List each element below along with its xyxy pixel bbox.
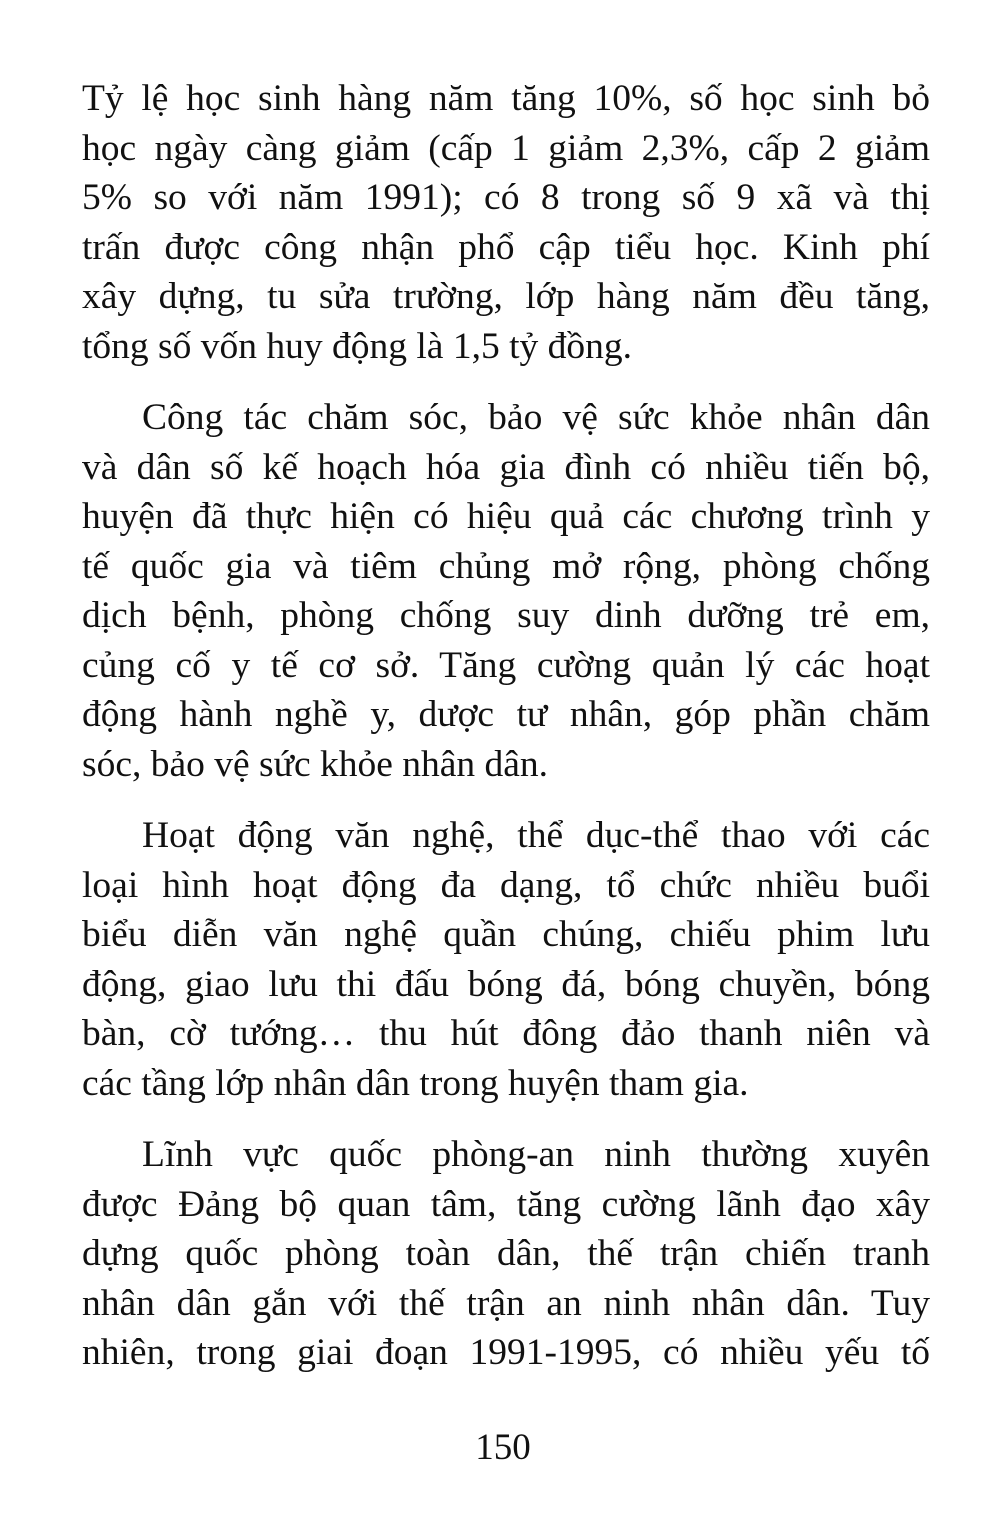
text-line: 5% so với năm 1991); có 8 trong số 9 xã và thị bbox=[82, 177, 930, 218]
text-line: xây dựng, tu sửa trường, lớp hàng năm đều tăng, bbox=[82, 276, 930, 317]
text-line: tổng số vốn huy động là 1,5 tỷ đồng. bbox=[82, 325, 632, 367]
page-body bbox=[82, 74, 930, 1400]
text-line: dịch bệnh, phòng chống suy dinh dưỡng trẻ em, bbox=[82, 595, 930, 636]
text-line: được Đảng bộ quan tâm, tăng cường lãnh đạo xây bbox=[82, 1183, 930, 1225]
text-line: trấn được công nhận phổ cập tiểu học. Kinh phí bbox=[82, 226, 930, 268]
text-line: học ngày càng giảm (cấp 1 giảm 2,3%, cấp 2 giảm bbox=[82, 127, 930, 169]
text-line: Hoạt động văn nghệ, thể dục-thể thao với các bbox=[142, 815, 930, 856]
text-line: nhân dân gắn với thế trận an ninh nhân dân. Tuy bbox=[82, 1282, 930, 1324]
text-line: loại hình hoạt động đa dạng, tổ chức nhiều buổi bbox=[82, 864, 930, 906]
text-line: Tỷ lệ học sinh hàng năm tăng 10%, số học sinh bỏ bbox=[82, 78, 930, 119]
text-line: động, giao lưu thi đấu bóng đá, bóng chuyền, bóng bbox=[82, 963, 930, 1005]
paragraph-defense-security bbox=[82, 1130, 930, 1378]
text-line: và dân số kế hoạch hóa gia đình có nhiều tiến bộ, bbox=[82, 446, 930, 488]
text-line: Lĩnh vực quốc phòng-an ninh thường xuyên bbox=[142, 1134, 930, 1175]
page-number: 150 bbox=[475, 1427, 531, 1468]
text-line: nhiên, trong giai đoạn 1991-1995, có nhiều yếu tố bbox=[82, 1332, 930, 1373]
text-line: dựng quốc phòng toàn dân, thế trận chiến tranh bbox=[82, 1233, 930, 1274]
text-line: bàn, cờ tướng… thu hút đông đảo thanh niên và bbox=[82, 1013, 930, 1054]
text-line: Công tác chăm sóc, bảo vệ sức khỏe nhân dân bbox=[142, 397, 930, 438]
text-line: biểu diễn văn nghệ quần chúng, chiếu phim lưu bbox=[82, 914, 930, 955]
paragraph-culture-sports bbox=[82, 811, 930, 1108]
paragraph-health bbox=[82, 393, 930, 789]
text-line: tế quốc gia và tiêm chủng mở rộng, phòng chống bbox=[82, 545, 930, 587]
paragraph-education bbox=[82, 74, 930, 371]
text-line: động hành nghề y, dược tư nhân, góp phần chăm bbox=[82, 694, 930, 735]
text-line: các tầng lớp nhân dân trong huyện tham gia. bbox=[82, 1062, 749, 1104]
text-line: củng cố y tế cơ sở. Tăng cường quản lý các hoạt bbox=[82, 644, 930, 686]
text-line: sóc, bảo vệ sức khỏe nhân dân. bbox=[82, 743, 549, 785]
text-line: huyện đã thực hiện có hiệu quả các chương trình y bbox=[82, 496, 930, 537]
